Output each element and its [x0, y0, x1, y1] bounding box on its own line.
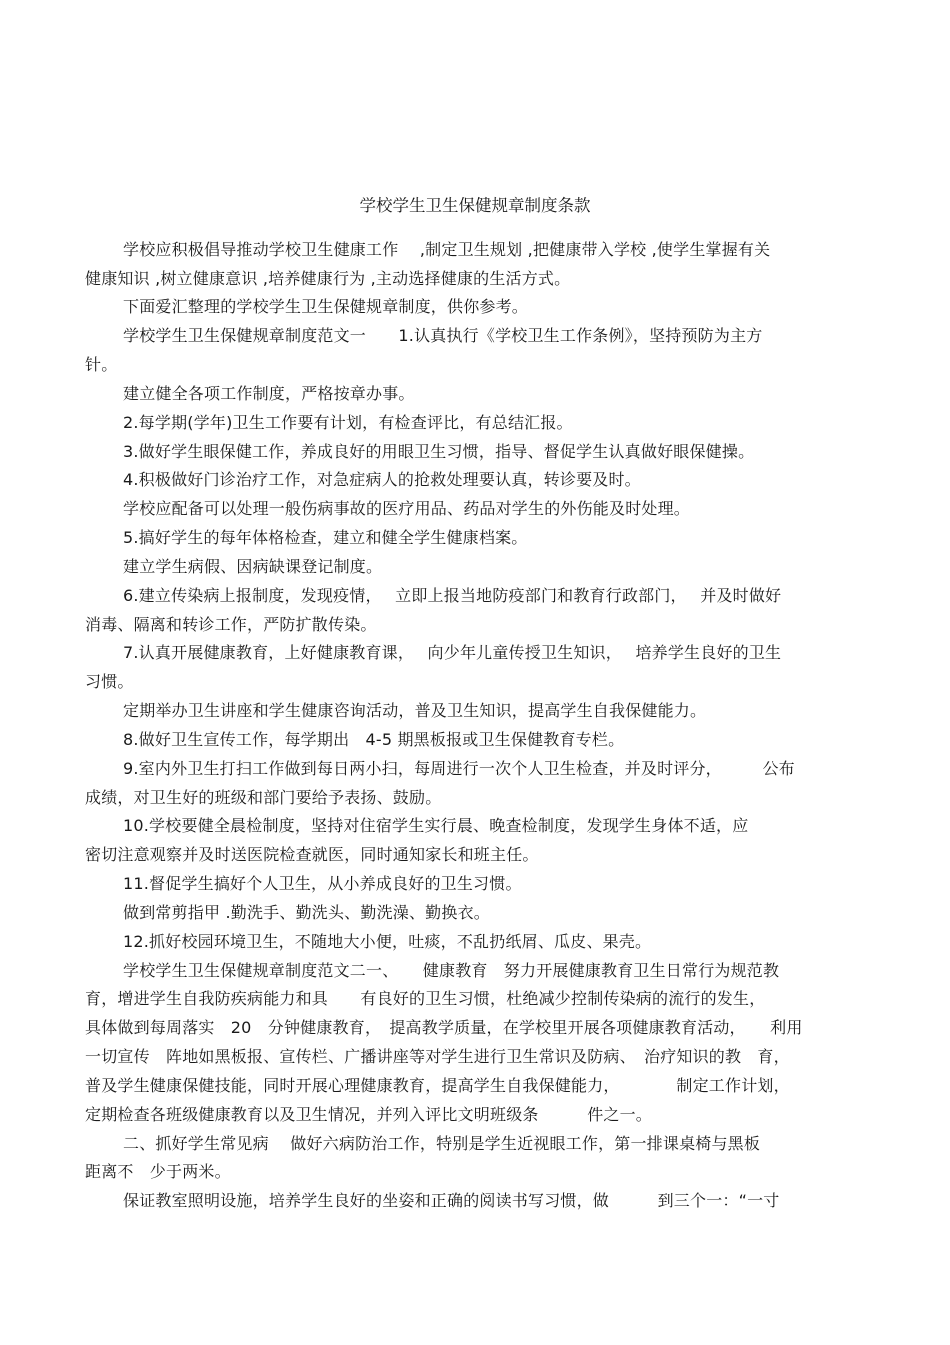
text-line: 下面爱汇整理的学校学生卫生保健规章制度，供你参考。 [123, 297, 529, 316]
text-line: 消毒、隔离和转诊工作，严防扩散传染。 [85, 615, 377, 634]
text-line: 4.积极做好门诊治疗工作，对急症病人的抢救处理要认真，转诊要及时。 [123, 470, 641, 489]
document-title: 学校学生卫生保健规章制度条款 [359, 196, 591, 215]
text-line: 成绩，对卫生好的班级和部门要给予表扬、鼓励。 [85, 788, 442, 807]
text-line: 12.抓好校园环境卫生，不随地大小便，吐痰，不乱扔纸屑、瓜皮、果壳。 [123, 932, 652, 951]
text-line: 习惯。 [85, 672, 134, 691]
text-line: 一切宣传 阵地如黑板报、宣传栏、广播讲座等对学生进行卫生常识及防病、 治疗知识的教 育， [85, 1047, 790, 1066]
text-line: 建立健全各项工作制度，严格按章办事。 [123, 384, 415, 403]
text-line: 7.认真开展健康教育，上好健康教育课， 向少年儿童传授卫生知识， 培养学生良好的卫生 [123, 643, 782, 662]
text-line: 9.室内外卫生打扫工作做到每日两小扫，每周进行一次个人卫生检查，并及时评分， 公布 [123, 759, 795, 778]
text-line: 做到常剪指甲 .勤洗手、勤洗头、勤洗澡、勤换衣。 [123, 903, 490, 922]
text-line: 密切注意观察并及时送医院检查就医，同时通知家长和班主任。 [85, 845, 539, 864]
text-line: 5.搞好学生的每年体格检查，建立和健全学生健康档案。 [123, 528, 528, 547]
text-line: 普及学生健康保健技能，同时开展心理健康教育，提高学生自我保健能力， 制定工作计划， [85, 1076, 790, 1095]
text-line: 3.做好学生眼保健工作，养成良好的用眼卫生习惯，指导、督促学生认真做好眼保健操。 [123, 442, 755, 461]
text-line: 针。 [85, 355, 118, 374]
text-line: 具体做到每周落实 20 分钟健康教育， 提高教学质量，在学校里开展各项健康教育活动， 利用 [85, 1018, 803, 1037]
text-line: 6.建立传染病上报制度，发现疫情， 立即上报当地防疫部门和教育行政部门， 并及时做好 [123, 586, 782, 605]
text-line: 定期检查各班级健康教育以及卫生情况，并列入评比文明班级条 件之一。 [85, 1105, 653, 1124]
text-line: 育，增进学生自我防疾病能力和具 有良好的卫生习惯，杜绝减少控制传染病的流行的发生， [85, 989, 766, 1008]
text-line: 二、抓好学生常见病 做好六病防治工作，特别是学生近视眼工作，第一排课桌椅与黑板 [123, 1134, 761, 1153]
text-line: 10.学校要健全晨检制度，坚持对住宿学生实行晨、晚查检制度，发现学生身体不适，应 [123, 816, 749, 835]
text-line: 学校应配备可以处理一般伤病事故的医疗用品、药品对学生的外伤能及时处理。 [123, 499, 691, 518]
text-line: 学校应积极倡导推动学校卫生健康工作 ,制定卫生规划 ,把健康带入学校 ,使学生掌握有关 [123, 240, 771, 259]
text-line: 保证教室照明设施，培养学生良好的坐姿和正确的阅读书写习惯，做 到三个一：“一寸 [123, 1191, 780, 1210]
text-line: 距离不 少于两米。 [85, 1162, 231, 1181]
text-line: 定期举办卫生讲座和学生健康咨询活动，普及卫生知识，提高学生自我保健能力。 [123, 701, 707, 720]
text-line: 健康知识 ,树立健康意识 ,培养健康行为 ,主动选择健康的生活方式。 [85, 269, 571, 288]
text-line: 8.做好卫生宣传工作，每学期出 4-5 期黑板报或卫生保健教育专栏。 [123, 730, 625, 749]
text-line: 2.每学期(学年)卫生工作要有计划，有检查评比，有总结汇报。 [123, 413, 573, 432]
text-line: 11.督促学生搞好个人卫生，从小养成良好的卫生习惯。 [123, 874, 522, 893]
text-line: 建立学生病假、因病缺课登记制度。 [123, 557, 383, 576]
text-line: 学校学生卫生保健规章制度范文一 1.认真执行《学校卫生工作条例》，坚持预防为主方 [123, 326, 763, 345]
text-line: 学校学生卫生保健规章制度范文二一、 健康教育 努力开展健康教育卫生日常行为规范教 [123, 961, 780, 980]
